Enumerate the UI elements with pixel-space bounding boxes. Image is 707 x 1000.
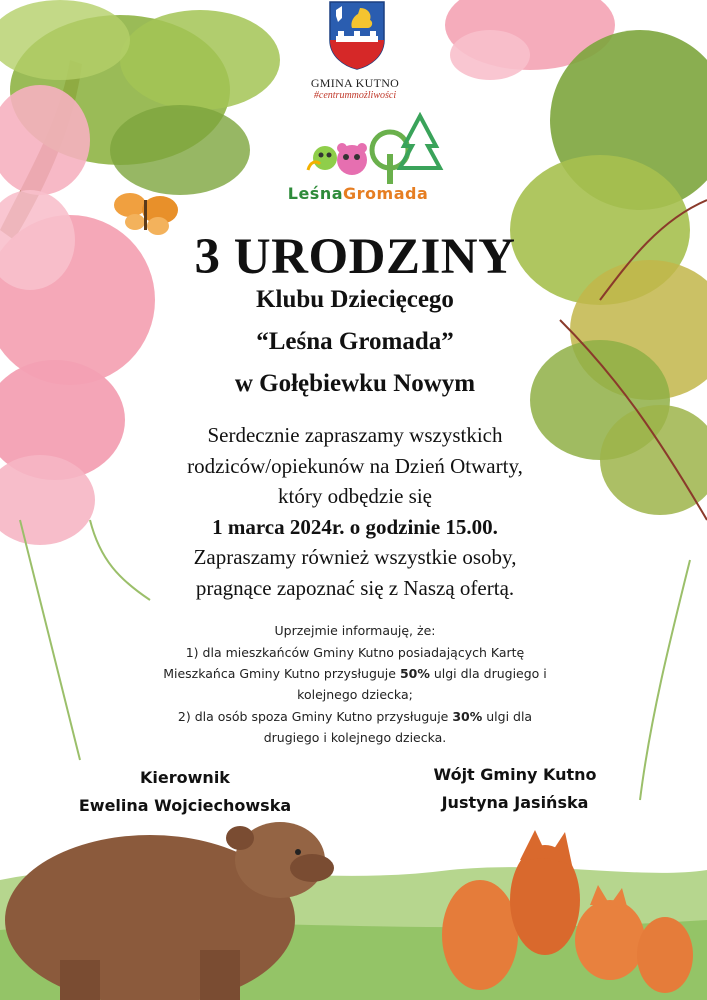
info-line-3 (140, 666, 570, 681)
info-line-1: Uprzejmie informauję, że: (274, 623, 436, 638)
discount-30: 30% (452, 709, 483, 724)
invitation-line-3: który odbędzie się (278, 484, 432, 508)
right-tree (510, 30, 707, 800)
signature-left-name: Ewelina Wojciechowska (78, 796, 292, 815)
info-line-5-pre: 2) dla osób spoza Gminy Kutno przysługuje (177, 709, 453, 724)
info-line-5 (140, 709, 570, 724)
info-line-6: drugiego i kolejnego dziecka. (263, 730, 447, 745)
subtitle-line-2: “Leśna Gromada” (256, 328, 454, 355)
invitation-line-5: Zapraszamy również wszystkie osoby, (193, 545, 517, 569)
invitation-line-6: pragnące zapoznać się z Naszą ofertą. (195, 576, 515, 600)
gmina-label: GMINA KUTNO (310, 76, 400, 90)
invitation-line-1: Serdecznie zapraszamy wszystkich (207, 423, 503, 447)
info-line-3-post: ulgi dla drugiego i (429, 666, 547, 681)
subtitle-line-3: w Gołębiewku Nowym (234, 370, 476, 397)
signature-right-role: Wójt Gminy Kutno (433, 765, 597, 784)
subtitle-line-1: Klubu Dziecięcego (256, 286, 454, 313)
hashtag: #centrummożliwości (313, 90, 397, 101)
lesna-gromada-logo-icon (290, 112, 450, 188)
logo-text-gromada: Gromada (343, 184, 429, 203)
signature-left-role: Kierownik (140, 768, 230, 787)
left-blossoms (0, 85, 155, 760)
info-line-2: 1) dla mieszkańców Gminy Kutno posiadających Kartę (185, 645, 525, 660)
event-date: 1 marca 2024r. o godzinie 15.00. (212, 515, 498, 539)
invitation-line-2: rodziców/opiekunów na Dzień Otwarty, (187, 454, 523, 478)
info-line-3-pre: Mieszkańca Gminy Kutno przysługuje (163, 666, 400, 681)
logo-text (268, 184, 448, 203)
signature-right-name: Justyna Jasińska (441, 793, 589, 812)
discount-50: 50% (399, 666, 430, 681)
page-title: 3 URODZINY (194, 229, 516, 285)
info-line-4: kolejnego dziecka; (297, 687, 413, 702)
info-line-5-post: ulgi dla (482, 709, 533, 724)
logo-text-lesna: Leśna (287, 184, 344, 203)
gmina-crest-icon (328, 0, 386, 70)
